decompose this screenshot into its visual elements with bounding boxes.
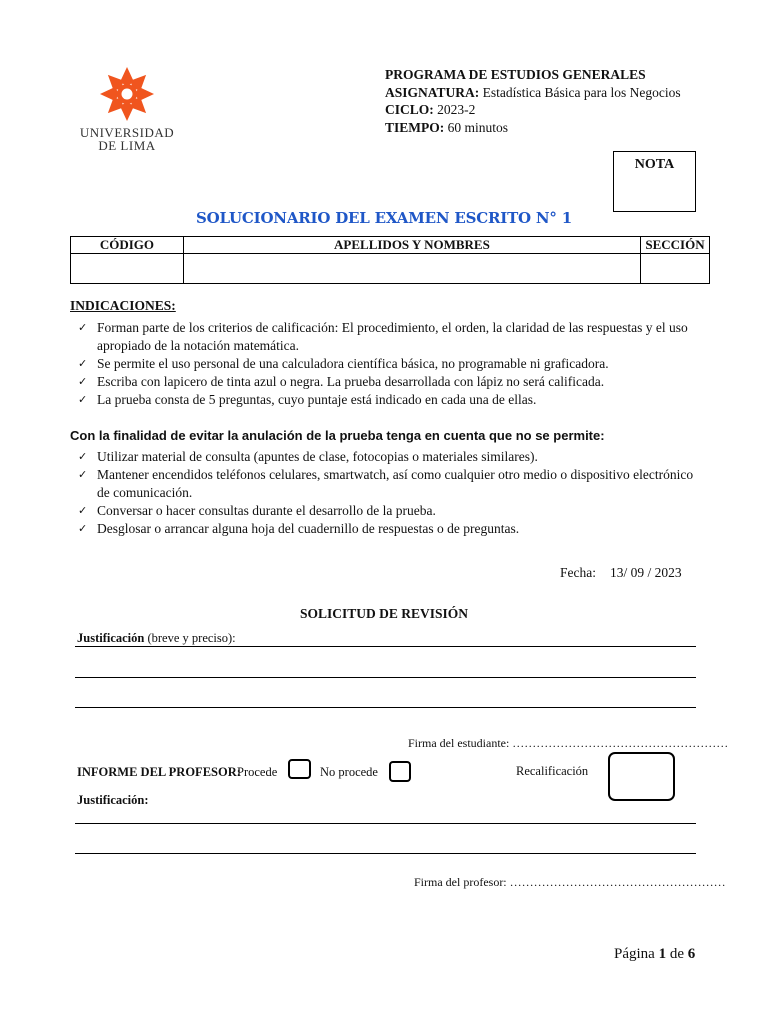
solicitud-title: SOLICITUD DE REVISIÓN [299, 606, 469, 621]
list-item [78, 373, 703, 391]
list-item [78, 391, 703, 409]
exam-header [385, 66, 681, 136]
page-number [614, 946, 695, 963]
write-line[interactable] [75, 646, 696, 647]
recalificacion-box[interactable] [608, 752, 675, 801]
page-current: 1 [658, 946, 667, 962]
list-item-text: Escriba con lapicero de tinta azul o negra. La prueba desarrollada con lápiz no será calificada. [97, 374, 605, 389]
check-icon: ✓ [78, 321, 88, 334]
list-item [78, 355, 703, 373]
write-line[interactable] [75, 677, 696, 678]
indicaciones-title: INDICACIONES: [70, 298, 176, 313]
codigo-cell[interactable] [71, 254, 184, 284]
solicitud-justificacion [77, 631, 236, 646]
page-total: 6 [687, 946, 696, 962]
check-icon: ✓ [78, 357, 88, 370]
fecha-value: 13/ 09 / 2023 [610, 565, 682, 580]
university-logo [72, 66, 182, 156]
procede-label: Procede [237, 765, 278, 779]
seccion-cell[interactable] [641, 254, 710, 284]
logo-line-1: UNIVERSIDAD [79, 125, 175, 140]
write-line[interactable] [75, 853, 696, 854]
check-icon: ✓ [78, 522, 88, 535]
check-icon: ✓ [78, 468, 88, 481]
logo-line-2: DE LIMA [98, 138, 156, 153]
student-info-table [70, 236, 710, 284]
list-item-text: Conversar o hacer consultas durante el desarrollo de la prueba. [97, 503, 436, 518]
page-label: Página [614, 946, 659, 962]
justificacion-label: Justificación [77, 631, 145, 645]
ciclo-label: CICLO: [385, 102, 434, 117]
seccion-header: SECCIÓN [641, 237, 710, 254]
indicaciones-list [78, 319, 703, 409]
list-item [78, 466, 703, 502]
nombres-header: APELLIDOS Y NOMBRES [183, 237, 640, 254]
list-item [78, 520, 703, 538]
university-name [72, 126, 182, 152]
asignatura-label: ASIGNATURA: [385, 84, 480, 100]
program-name: PROGRAMA DE ESTUDIOS GENERALES [385, 67, 646, 82]
list-item-text: Utilizar material de consulta (apuntes de clase, fotocopias o materiales similares). [97, 449, 538, 464]
fecha-label: Fecha: [560, 565, 596, 580]
check-icon: ✓ [78, 450, 88, 463]
table-row [71, 254, 710, 284]
restricciones-list [78, 448, 703, 538]
nota-box [613, 151, 696, 212]
justificacion-hint: (breve y preciso): [144, 631, 236, 645]
nombres-cell[interactable] [183, 254, 640, 284]
ciclo-value: 2023-2 [433, 102, 476, 117]
nota-label: NOTA [634, 157, 675, 172]
check-icon: ✓ [78, 393, 88, 406]
list-item-text: Forman parte de los criterios de calificación: El procedimiento, el orden, la claridad de las respuestas y el uso apropiado de la notación matemática. [97, 320, 688, 353]
codigo-header: CÓDIGO [71, 237, 184, 254]
recalificacion-label: Recalificación [516, 764, 589, 778]
list-item-text: Desglosar o arrancar alguna hoja del cuadernillo de respuestas o de preguntas. [97, 521, 520, 536]
table-header-row [71, 237, 710, 254]
exam-title: SOLUCIONARIO DEL EXAMEN ESCRITO N° 1 [195, 209, 572, 227]
list-item [78, 319, 703, 355]
check-icon: ✓ [78, 375, 88, 388]
firma-profesor: Firma del profesor: ……………………………………………… [414, 875, 726, 889]
asignatura-value: Estadística Básica para los Negocios [479, 84, 681, 100]
check-icon: ✓ [78, 504, 88, 517]
no-procede-checkbox[interactable] [389, 761, 411, 782]
page-of: de [666, 946, 688, 962]
tiempo-label: TIEMPO: [385, 119, 445, 135]
list-item-text: Se permite el uso personal de una calculadora científica básica, no programable ni graficadora. [97, 356, 609, 371]
university-star-icon [94, 66, 160, 124]
firma-estudiante: Firma del estudiante: ……………………………………………… [408, 736, 729, 750]
fecha [560, 565, 682, 581]
procede-checkbox[interactable] [288, 759, 311, 779]
tiempo-value: 60 minutos [444, 119, 509, 135]
restricciones-title: Con la finalidad de evitar la anulación de la prueba tenga en cuenta que no se permite: [70, 428, 605, 443]
list-item-text: La prueba consta de 5 preguntas, cuyo puntaje está indicado en cada una de ellas. [97, 392, 537, 407]
no-procede-label: No procede [320, 765, 378, 779]
write-line[interactable] [75, 707, 696, 708]
list-item [78, 448, 703, 466]
list-item [78, 502, 703, 520]
write-line[interactable] [75, 823, 696, 824]
informe-label: INFORME DEL PROFESOR: [77, 765, 241, 779]
list-item-text: Mantener encendidos teléfonos celulares, smartwatch, así como cualquier otro medio o dispositivo electrónico de comunicación. [97, 467, 694, 500]
informe-justificacion-label: Justificación: [77, 793, 149, 807]
